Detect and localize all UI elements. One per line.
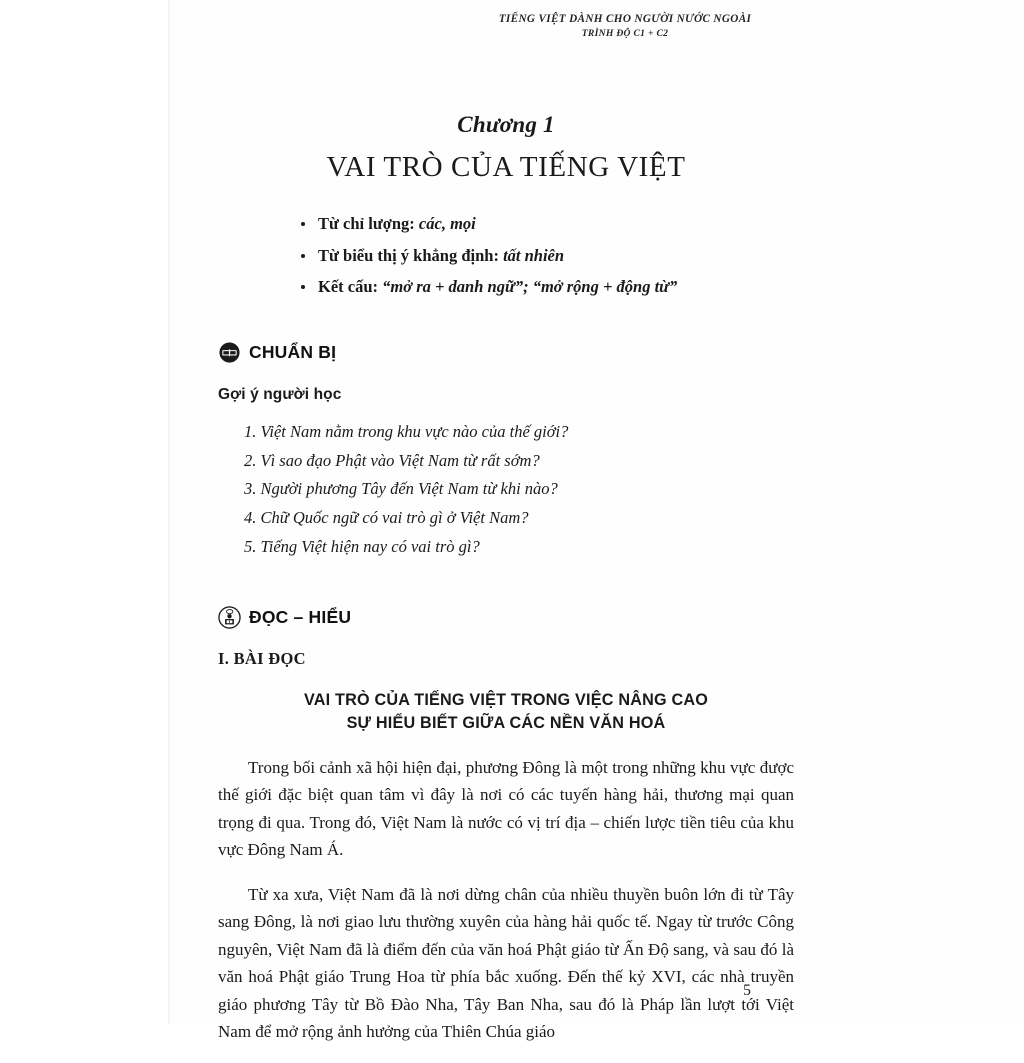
list-item: 4. Chữ Quốc ngữ có vai trò gì ở Việt Nam?: [244, 508, 529, 528]
chapter-title: VAI TRÒ CỦA TIẾNG VIỆT: [326, 151, 686, 183]
reading-section-number: I. BÀI ĐỌC: [218, 648, 306, 668]
page-number: 5: [743, 982, 751, 999]
section-heading-reading: [218, 606, 794, 629]
list-item: [300, 271, 794, 303]
section-label-reading: ĐỌC – HIỂU: [249, 606, 352, 627]
section-label-prepare: CHUẨN BỊ: [249, 342, 337, 363]
list-item: 1. Việt Nam nằm trong khu vực nào của thế giới?: [244, 422, 569, 442]
page-left-margin: [0, 0, 168, 1024]
grammar-points-list: [218, 208, 794, 303]
bullet-value: tất nhiên: [503, 245, 565, 265]
page-content: [218, 0, 794, 1063]
list-item: [300, 208, 794, 240]
body-paragraph: Trong bối cảnh xã hội hiện đại, phương Đông là một trong những khu vực được thế giới đặc biệt quan tâm vì đây là nơi có các tuyến hàng hải, thương mại quan trọng đi qua. Trong đó, Việt Nam là nước có vị trí địa – chiến lược tiền tiêu của khu vực Đông Nam Á.: [218, 757, 794, 860]
running-header-subtitle: TRÌNH ĐỘ C1 + C2: [581, 28, 669, 39]
guiding-questions-list: [218, 418, 794, 562]
bullet-label: Kết cấu:: [318, 277, 379, 297]
book-circle-icon: [218, 341, 241, 364]
bullet-label: Từ chỉ lượng:: [318, 214, 415, 233]
article-title-line-1: VAI TRÒ CỦA TIẾNG VIỆT TRONG VIỆC NÂNG CAO: [303, 690, 709, 709]
list-item: 3. Người phương Tây đến Việt Nam từ khi nào?: [244, 479, 558, 499]
bullet-dot-icon: [301, 254, 305, 258]
section-heading-prepare: [218, 341, 794, 364]
prepare-subheading: Gợi ý người học: [218, 386, 342, 404]
body-paragraph: Từ xa xưa, Việt Nam đã là nơi dừng chân của nhiều thuyền buôn lớn đi từ Tây sang Đông, là nơi giao lưu thường xuyên của hàng hải quốc tế. Ngay từ trước Công nguyên, Việt Nam đã là điểm đến của văn hoá Phật giáo từ Ấn Độ sang, và sau đó là văn hoá Phật giáo Trung Hoa từ phía bắc xuống. Đến thế kỷ XVI, các nhà truyền giáo phương Tây từ Bồ Đào Nha, Tây Ban Nha, sau đó là Pháp lần lượt tới Việt Nam để mở rộng ảnh hưởng của Thiên Chúa giáo: [218, 884, 794, 1042]
article-title: [218, 689, 794, 736]
list-item: [300, 240, 794, 272]
bullet-label: Từ biểu thị ý khẳng định:: [318, 245, 499, 265]
bullet-dot-icon: [301, 222, 305, 226]
bullet-dot-icon: [301, 285, 305, 289]
chapter-label: Chương 1: [457, 112, 555, 137]
list-item: 5. Tiếng Việt hiện nay có vai trò gì?: [244, 536, 480, 556]
reader-circle-icon: [218, 606, 241, 629]
scan-gutter-shadow: [168, 0, 171, 1024]
running-header-title: TIẾNG VIỆT DÀNH CHO NGƯỜI NƯỚC NGOÀI: [498, 13, 752, 25]
bullet-value: “mở ra + danh ngữ”; “mở rộng + động từ”: [382, 277, 678, 297]
list-item: 2. Vì sao đạo Phật vào Việt Nam từ rất sớm?: [244, 450, 540, 470]
bullet-value: các, mọi: [418, 214, 476, 233]
article-title-line-2: SỰ HIỂU BIẾT GIỮA CÁC NỀN VĂN HOÁ: [346, 714, 666, 733]
